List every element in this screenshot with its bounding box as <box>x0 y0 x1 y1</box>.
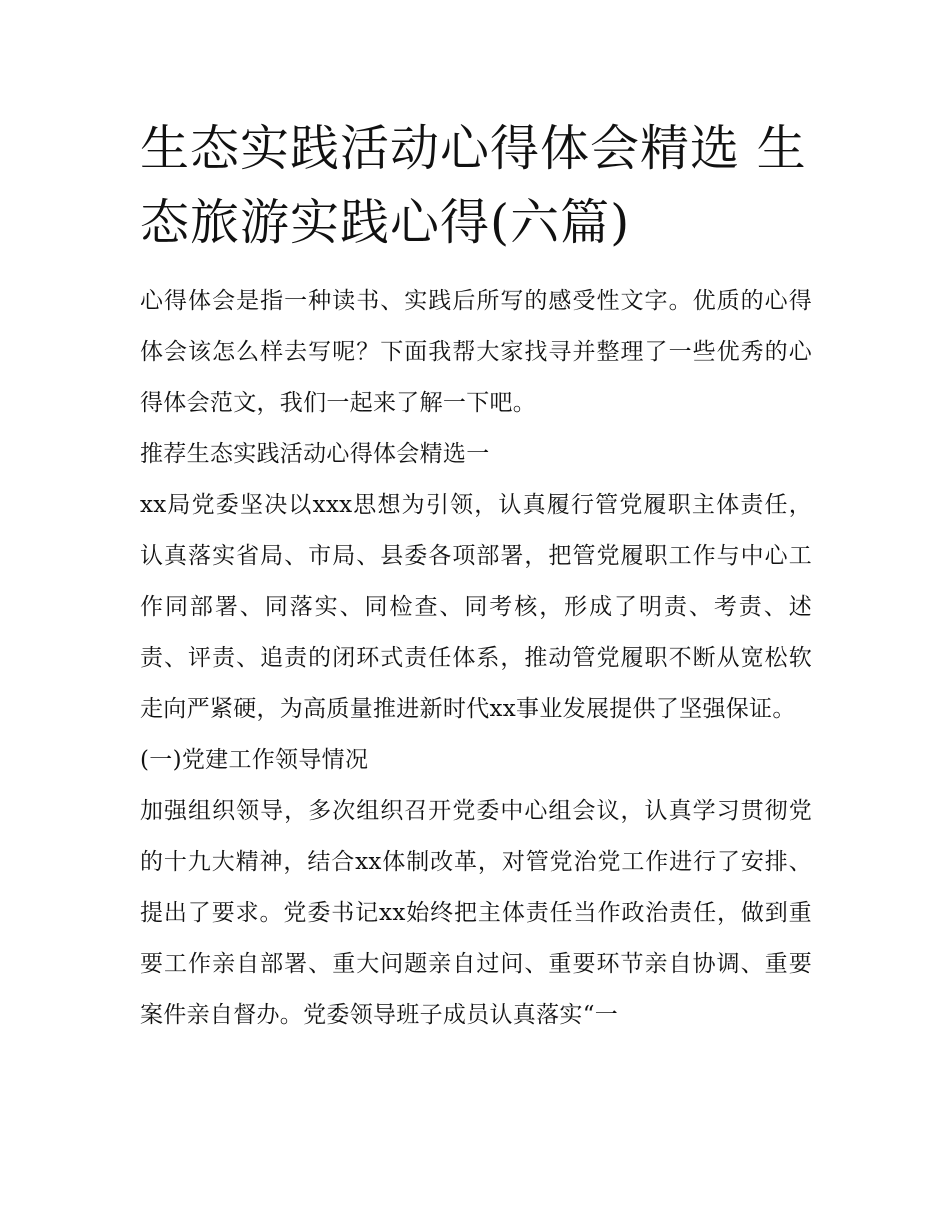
document-body <box>140 276 812 1041</box>
section-heading: 推荐生态实践活动心得体会精选一 <box>140 441 490 467</box>
body-paragraph: xx局党委坚决以xxx思想为引领，认真履行管党履职主体责任，认真落实省局、市局、县委各项部署，把管党履职工作与中心工作同部署、同落实、同检查、同考核，形成了明责、考责、述责、评责、追责的闭环式责任体系，推动管党履职不断从宽松软走向严紧硬，为高质量推进新时代xx事业发展提供了坚强保证。 <box>140 492 812 722</box>
body-paragraph: 加强组织领导，多次组织召开党委中心组会议，认真学习贯彻党的十九大精神，结合xx体制改革，对管党治党工作进行了安排、提出了要求。党委书记xx始终把主体责任当作政治责任，做到重要工作亲自部署、重大问题亲自过问、重要环节亲自协调、重要案件亲自督办。党委领导班子成员认真落实“一 <box>140 798 812 1028</box>
document-title: 生态实践活动心得体会精选 生态旅游实践心得(六篇) <box>140 120 807 251</box>
intro-paragraph: 心得体会是指一种读书、实践后所写的感受性文字。优质的心得体会该怎么样去写呢？下面我帮大家找寻并整理了一些优秀的心得体会范文，我们一起来了解一下吧。 <box>140 288 812 416</box>
subsection-heading: (一)党建工作领导情况 <box>140 747 369 773</box>
